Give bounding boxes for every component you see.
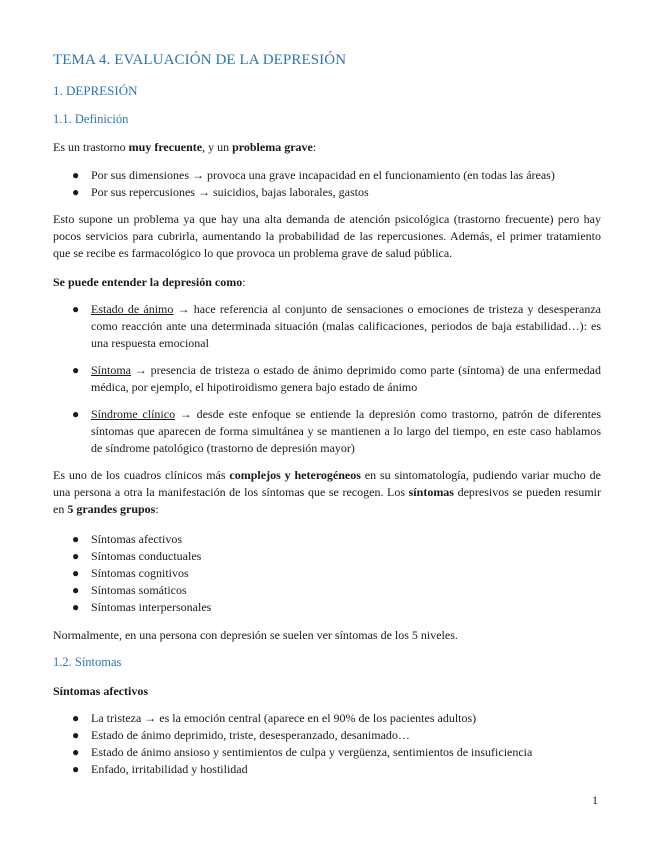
paragraph-complex: Es uno de los cuadros clínicos más complejos y heterogéneos en su sintomatología, pudiendo variar mucho de una persona a otra la manifestación de los síntomas que se recogen. Los síntomas depresivos se pueden resumir en 5 grandes grupos: (53, 468, 601, 516)
paragraph-demand: Esto supone un problema ya que hay una alta demanda de atención psicológica (trastorno frecuente) pero hay pocos servicios para cubrirla, aumentando la probabilidad de las repercusiones. Además, el primer tratamiento que se recibe es farmacológico lo que provoca un problema grave de salud pública. (53, 212, 601, 260)
intro-bullet-list (53, 167, 601, 201)
symptom-groups-list (53, 531, 601, 616)
bullet-icon: ● (72, 549, 80, 563)
bullet-icon: ● (72, 532, 80, 546)
paragraph-levels: Normalmente, en una persona con depresión se suelen ver síntomas de los 5 niveles. (53, 628, 458, 642)
bullet-icon: ● (72, 745, 80, 759)
bullet-icon: ● (72, 583, 80, 597)
bullet-icon: ● (72, 600, 80, 614)
list-item: ● Enfado, irritabilidad y hostilidad (72, 762, 248, 776)
list-item: ● Síntomas conductuales (72, 549, 202, 563)
list-item: ● Síntomas cognitivos (72, 566, 189, 580)
list-item: ● Estado de ánimo → hace referencia al conjunto de sensaciones o emociones de tristeza y desesperanza como reacción ante una determinada situación (malas calificaciones, periodos de baja estabilidad…): es una respuesta emocional (72, 302, 601, 350)
list-item: ● Por sus dimensiones → provoca una grave incapacidad en el funcionamiento (en todas las áreas) (72, 168, 555, 182)
page-title: TEMA 4. EVALUACIÓN DE LA DEPRESIÓN (53, 52, 347, 68)
bullet-icon: ● (72, 566, 80, 580)
bullet-icon: ● (72, 762, 80, 776)
list-item: ● Síndrome clínico → desde este enfoque se entiende la depresión como trastorno, patrón de diferentes síntomas que aparecen de forma simultánea y se mantienen a lo largo del tiempo, en este caso hablamos de síndrome patológico (trastorno de depresión mayor) (72, 407, 601, 455)
subsection-heading-sintomas: 1.2. Síntomas (53, 655, 122, 669)
list-item: ● Síntoma → presencia de tristeza o estado de ánimo deprimido como parte (síntoma) de una enfermedad médica, por ejemplo, el hipotiroidismo genera bajo estado de ánimo (72, 363, 601, 394)
list-item: ● Síntomas somáticos (72, 583, 187, 597)
list-item: ● La tristeza → es la emoción central (aparece en el 90% de los pacientes adultos) (72, 711, 477, 725)
understand-paragraph: Se puede entender la depresión como: (53, 275, 246, 289)
subsection-heading-definicion: 1.1. Definición (53, 112, 129, 126)
list-item: ● Estado de ánimo ansioso y sentimientos de culpa y vergüenza, sentimientos de insuficiencia (72, 745, 533, 759)
list-item: ● Por sus repercusiones → suicidios, bajas laborales, gastos (72, 185, 369, 199)
bullet-icon: ● (72, 185, 80, 199)
understand-list (53, 301, 601, 457)
affective-list (53, 710, 601, 778)
intro-paragraph: Es un trastorno muy frecuente, y un problema grave: (53, 140, 317, 154)
bullet-icon: ● (72, 407, 80, 421)
bullet-icon: ● (72, 363, 80, 377)
bullet-icon: ● (72, 711, 80, 725)
bullet-icon: ● (72, 728, 80, 742)
list-item: ● Síntomas afectivos (72, 532, 182, 546)
section-heading-depresion: 1. DEPRESIÓN (53, 83, 138, 98)
bullet-icon: ● (72, 168, 80, 182)
page-number: 1 (592, 793, 598, 807)
affective-heading: Síntomas afectivos (53, 684, 148, 698)
bullet-icon: ● (72, 302, 80, 316)
list-item: ● Síntomas interpersonales (72, 600, 212, 614)
list-item: ● Estado de ánimo deprimido, triste, desesperanzado, desanimado… (72, 728, 410, 742)
